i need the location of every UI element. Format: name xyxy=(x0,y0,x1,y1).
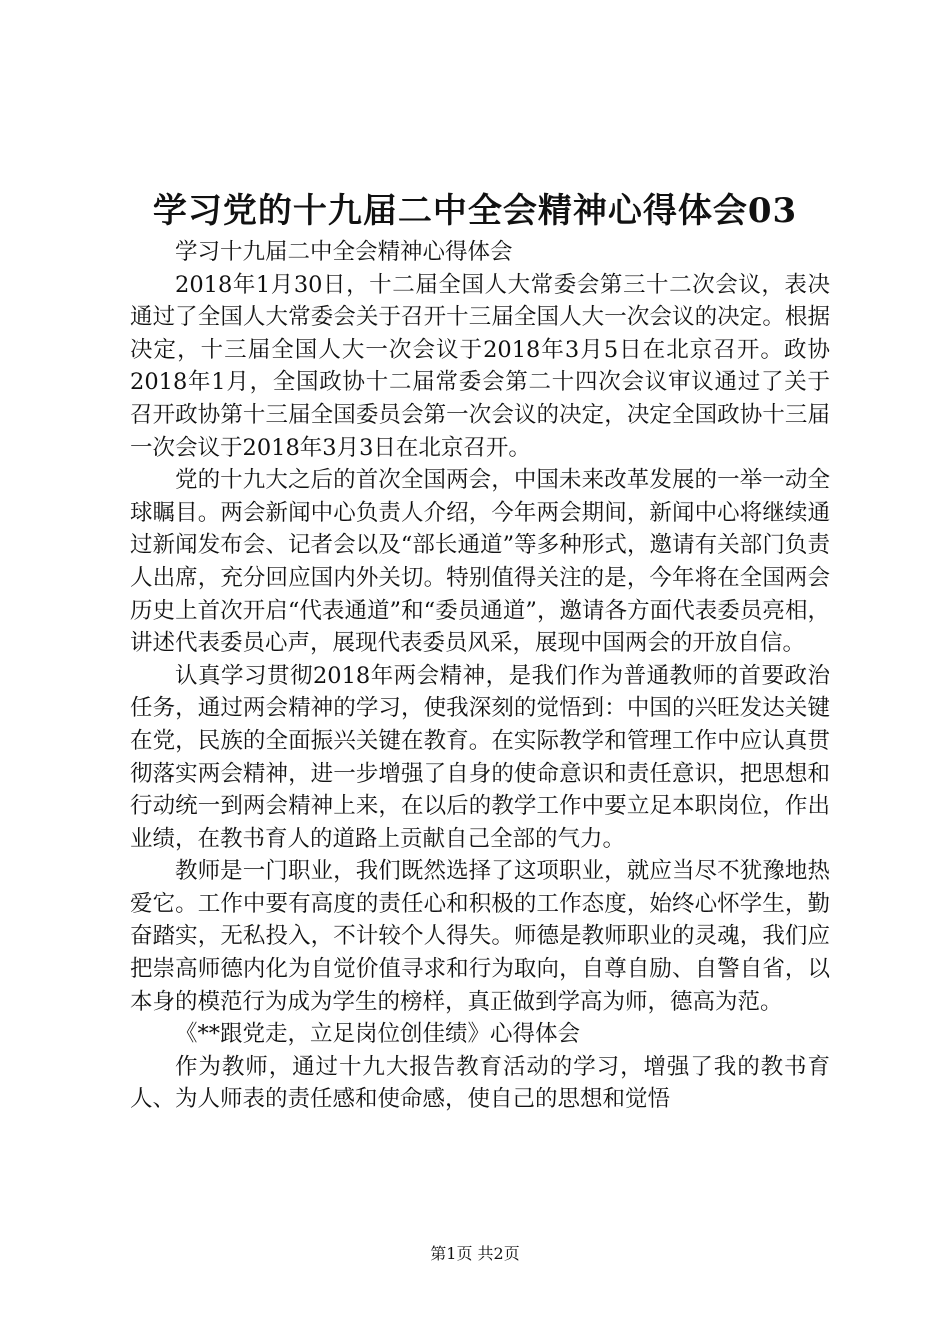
paragraph: 认真学习贯彻2018年两会精神，是我们作为普通教师的首要政治任务，通过两会精神的学习，使我深刻的觉悟到：中国的兴旺发达关键在党，民族的全面振兴关键在教育。在实际教学和管理工作中应认真贯彻落实两会精神，进一步增强了自身的使命意识和责任意识，把思想和行动统一到两会精神上来，在以后的教学工作中要立足本职岗位，作出业绩，在教书育人的道路上贡献自己全部的气力。 xyxy=(130,662,830,852)
paragraph: 2018年1月30日，十二届全国人大常委会第三十二次会议，表决通过了全国人大常委会关于召开十三届全国人大一次会议的决定。根据决定，十三届全国人大一次会议于2018年3月5日在北京召开。政协2018年1月，全国政协十二届常委会第二十四次会议审议通过了关于召开政协第十三届全国委员会第一次会议的决定，决定全国政协十三届一次会议于2018年3月3日在北京召开。 xyxy=(130,271,830,461)
paragraph: 教师是一门职业，我们既然选择了这项职业，就应当尽不犹豫地热爱它。工作中要有高度的责任心和积极的工作态度，始终心怀学生，勤奋踏实，无私投入，不计较个人得失。师德是教师职业的灵魂，我们应把崇高师德内化为自觉价值寻求和行为取向，自尊自励、自警自省，以本身的模范行为成为学生的榜样，真正做到学高为师，德高为范。 xyxy=(130,858,830,1015)
paragraph: 党的十九大之后的首次全国两会，中国未来改革发展的一举一动全球瞩目。两会新闻中心负责人介绍，今年两会期间，新闻中心将继续通过新闻发布会、记者会以及“部长通道”等多种形式，邀请有关部门负责人出席，充分回应国内外关切。特别值得关注的是，今年将在全国两会历史上首次开启“代表通道”和“委员通道”，邀请各方面代表委员亮相，讲述代表委员心声，展现代表委员风采，展现中国两会的开放自信。 xyxy=(130,467,830,657)
section-heading: 学习十九届二中全会精神心得体会 xyxy=(175,239,513,265)
document-title: 学习党的十九届二中全会精神心得体会03 xyxy=(152,191,798,231)
document-body xyxy=(130,236,830,1116)
section-heading: 《**跟党走，立足岗位创佳绩》心得体会 xyxy=(175,1021,581,1048)
page-footer: 第1页 共2页 xyxy=(430,1244,520,1263)
paragraph: 作为教师，通过十九大报告教育活动的学习，增强了我的教书育人、为人师表的责任感和使命感，使自己的思想和觉悟 xyxy=(130,1053,830,1113)
